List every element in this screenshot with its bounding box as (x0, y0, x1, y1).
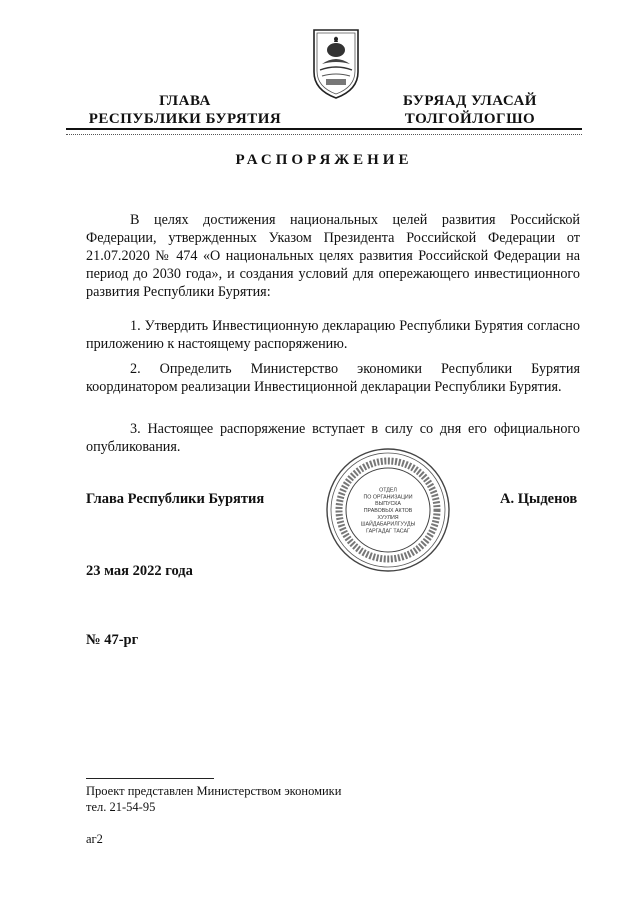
footnote-divider (86, 778, 214, 779)
header-left-line2: РЕСПУБЛИКИ БУРЯТИЯ (88, 111, 282, 127)
footer-prepared-by: Проект представлен Министерством экономики (86, 784, 342, 798)
seal-text-line: ВЫПУСКА (375, 501, 401, 508)
seal-text-line: ХУУЛИЯ (377, 514, 399, 521)
header-right (360, 92, 580, 128)
seal-text-line: ГАРГАДАГ ТАСАГ (366, 528, 410, 535)
official-seal-icon (324, 446, 452, 574)
header-left (60, 92, 310, 128)
header-right-line1: БУРЯАД УЛАСАЙ (403, 93, 537, 109)
seal-text-line: ШАЙДАБАРИЛГУУДЫ (360, 521, 416, 528)
seal-text-line: ПО ОРГАНИЗАЦИИ (363, 494, 413, 501)
document-number: № 47-рг (86, 632, 139, 648)
header-left-line1: ГЛАВА (159, 93, 211, 109)
document-title: РАСПОРЯЖЕНИЕ (235, 152, 413, 168)
seal-text-line: ОТДЕЛ (379, 487, 397, 494)
footer-code: аг2 (86, 832, 103, 846)
coat-of-arms-icon (306, 24, 366, 102)
header-divider-dotted (66, 134, 582, 135)
item-3-paragraph: 3. Настоящее распоряжение вступает в силу со дня его официального опубликования. (86, 421, 580, 455)
signature-position: Глава Республики Бурятия (86, 491, 265, 507)
seal-text-line: ПРАВОВЫХ АКТОВ (363, 508, 413, 514)
signature-name: А. Цыденов (500, 491, 578, 507)
header-right-line2: ТОЛГОЙЛОГШО (404, 111, 536, 127)
document-date: 23 мая 2022 года (86, 563, 193, 579)
footer-phone: тел. 21-54-95 (86, 800, 156, 814)
preamble-paragraph: В целях достижения национальных целей развития Российской Федерации, утвержденных Указом Президента Российской Федерации от 21.07.2020 № 474 «О национальных целях развития Российской Федерации на период до 2030 года», и создания условий для опережающего инвестиционного развития Республики Бурятия: (86, 212, 580, 300)
item-1-paragraph: 1. Утвердить Инвестиционную декларацию Республики Бурятия согласно приложению к настоящему распоряжению. (86, 318, 580, 352)
header-divider (66, 128, 582, 130)
item-2-paragraph: 2. Определить Министерство экономики Республики Бурятия координатором реализации Инвестиционной декларации Республики Бурятия. (86, 361, 580, 395)
